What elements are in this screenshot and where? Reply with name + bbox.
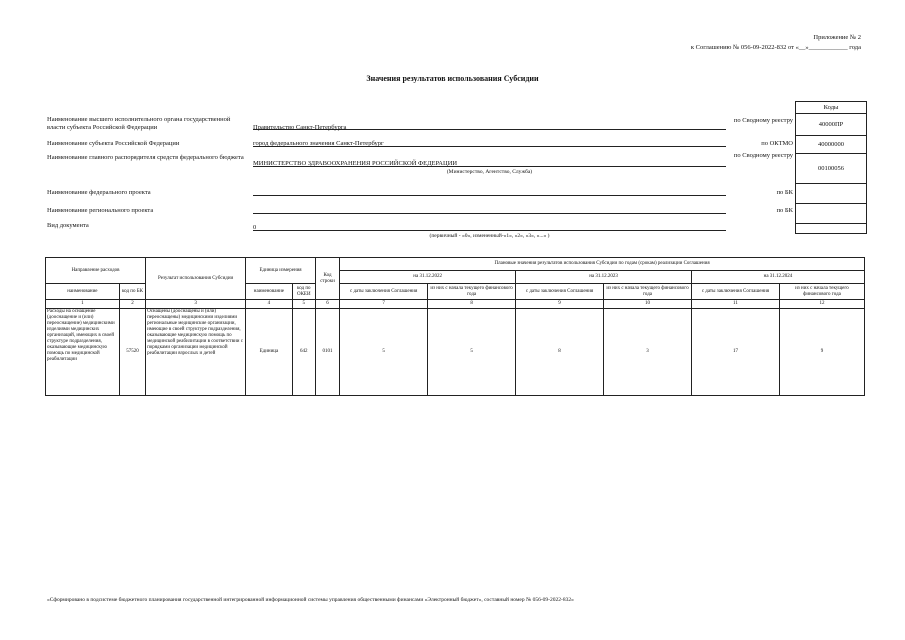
field-value-subject: город федерального значения Санкт-Петербург — [253, 140, 384, 147]
agreement-reference: к Соглашению № 056-09-2022-832 от «__»____________ года — [690, 44, 861, 51]
cell-2022-from-sign: 5 — [340, 309, 428, 396]
col-number: 10 — [604, 300, 692, 309]
field-label-manager: Наименование главного распорядителя средств федерального бюджета — [47, 154, 244, 161]
footer-note: «Сформировано в подсистеме бюджетного планирования государственной интегрированной информационной системы управления общественными финансами «Электронный бюджет», составный номер № 056-09-2022-832» — [47, 597, 574, 603]
underline — [253, 195, 726, 196]
cell-okei: 642 — [292, 309, 315, 396]
table-row — [46, 309, 865, 396]
underline — [253, 166, 726, 167]
header-from-year-2022: из них с начала текущего финансового года — [428, 284, 516, 300]
cell-2023-from-year: 3 — [604, 309, 692, 396]
field-value-manager: МИНИСТЕРСТВО ЗДРАВООХРАНЕНИЯ РОССИЙСКОЙ ФЕДЕРАЦИИ — [253, 160, 458, 167]
col-number: 5 — [292, 300, 315, 309]
cell-unit: Единица — [246, 309, 293, 396]
codes-box — [795, 101, 867, 234]
document-title: Значения результатов использования Субсидии — [366, 74, 539, 83]
underline — [253, 146, 726, 147]
col-number: 9 — [516, 300, 604, 309]
header-direction: Направление расходов — [46, 258, 146, 284]
header-from-year-2024: из них с начала текущего финансового года — [779, 284, 864, 300]
header-unit-name: наименование — [246, 284, 293, 300]
col-number: 12 — [779, 300, 864, 309]
cell-2023-from-sign: 8 — [516, 309, 604, 396]
code-label-1: по Сводному реестру — [733, 117, 793, 124]
field-label-doc-type: Вид документа — [47, 222, 89, 229]
header-bk-code: код по БК — [119, 284, 145, 300]
cell-2024-from-sign: 17 — [691, 309, 779, 396]
code-label-5: по БК — [776, 207, 793, 214]
field-label-regional-project: Наименование регионального проекта — [47, 207, 154, 214]
results-table — [45, 257, 865, 396]
field-label-subject: Наименование субъекта Российской Федерации — [47, 140, 180, 147]
header-name: наименование — [46, 284, 120, 300]
field-sublabel-doc-type: (первичный - «0», измененный-«1», «2», «3», «...» ) — [429, 233, 550, 239]
header-date-2024: на 31.12.2024 — [691, 271, 864, 284]
code-value-1: 40000ПР — [796, 113, 866, 136]
cell-2024-from-year: 9 — [779, 309, 864, 396]
cell-row-code: 0101 — [315, 309, 339, 396]
underline — [253, 213, 726, 214]
code-value-5 — [796, 203, 866, 224]
field-value-executive-body: Правительство Санкт-Петербурга — [253, 124, 347, 131]
field-sublabel-manager: (Министерство, Агентство, Служба) — [446, 169, 533, 175]
header-from-year-2023: из них с начала текущего финансового года — [604, 284, 692, 300]
field-label-federal-project: Наименование федерального проекта — [47, 189, 151, 196]
underline — [253, 230, 726, 231]
code-label-4: по БК — [776, 189, 793, 196]
col-number: 6 — [315, 300, 339, 309]
col-number: 7 — [340, 300, 428, 309]
header-result: Результат использования Субсидии — [146, 258, 246, 300]
code-value-4 — [796, 183, 866, 204]
cell-direction: Расходы на оснащение (дооснащение и (или) переоснащение) медицинскими изделиями медицинских организаций, имеющих в своей структуре подразделения, оказывающие медицинскую помощь по медицинской реабилитации — [46, 309, 120, 396]
col-number: 2 — [119, 300, 145, 309]
header-unit: Единица измерения — [246, 258, 316, 284]
col-number: 4 — [246, 300, 293, 309]
header-row-code: Код строки — [315, 258, 339, 300]
header-date-2022: на 31.12.2022 — [340, 271, 516, 284]
header-plan-values: Плановые значения результатов использования Субсидии по годам (срокам) реализации Соглашения — [340, 258, 865, 271]
header-from-sign-2022: с даты заключения Соглашения — [340, 284, 428, 300]
code-value-2: 40000000 — [796, 135, 866, 154]
appendix-label: Приложение № 2 — [813, 34, 861, 41]
cell-bk-code: 57520 — [119, 309, 145, 396]
underline — [253, 129, 726, 130]
header-from-sign-2023: с даты заключения Соглашения — [516, 284, 604, 300]
col-number: 1 — [46, 300, 120, 309]
code-label-2: по ОКТМО — [761, 140, 793, 147]
cell-2022-from-year: 5 — [428, 309, 516, 396]
col-number: 8 — [428, 300, 516, 309]
cell-result: Оснащены (дооснащены и (или) переоснащены) медицинскими изделиями региональные медицинские организации, имеющие в своей структуре подразделения, оказывающие медицинскую помощь по медицинской реабилитации в соответствии с порядками организации медицинской реабилитации взрослых и детей — [146, 309, 246, 396]
field-label-executive-body: Наименование высшего исполнительного органа государственной власти субъекта Российской Федерации — [47, 116, 231, 131]
col-number: 3 — [146, 300, 246, 309]
code-value-6 — [796, 223, 866, 234]
field-value-doc-type: 0 — [253, 224, 257, 231]
header-date-2023: на 31.12.2023 — [516, 271, 692, 284]
header-okei: код по ОКЕИ — [292, 284, 315, 300]
header-from-sign-2024: с даты заключения Соглашения — [691, 284, 779, 300]
code-value-3: 00100056 — [796, 153, 866, 184]
col-number: 11 — [691, 300, 779, 309]
codes-header: Коды — [823, 104, 839, 111]
code-label-3: по Сводному реестру — [733, 152, 793, 159]
